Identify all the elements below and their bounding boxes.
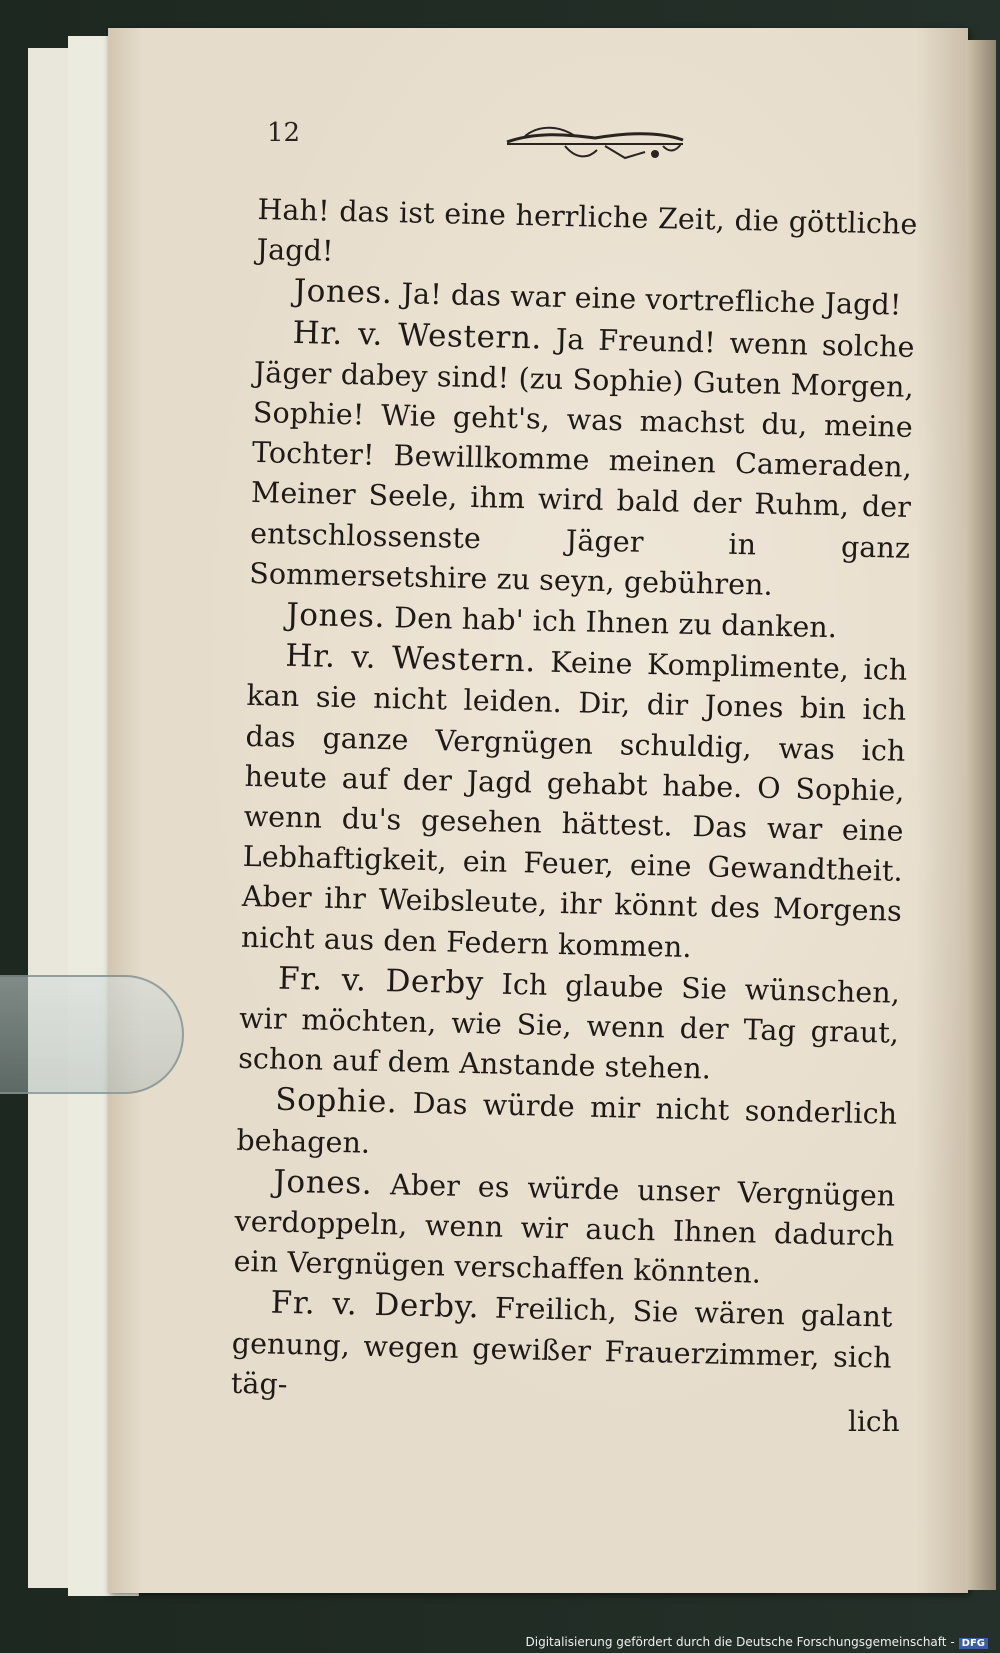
text-paragraph <box>230 1282 893 1419</box>
digitization-credit <box>526 1635 989 1649</box>
speaker-name: Fr. v. Derby. <box>270 1285 480 1326</box>
text-paragraph <box>241 635 908 973</box>
speech-text: Ja Freund! wenn solche Jäger dabey sind! (zu Sophie) Guten Morgen, Sophie! Wie geht's, was machst du, meine Tochter! Bewillkomme meinen Cameraden, Meiner Seele, ihm wird bald der Ruhm, der entschlossenste Jäger in ganz Sommersetshire zu seyn, gebühren. <box>248 322 915 602</box>
book-gutter <box>966 40 996 1590</box>
dfg-logo: DFG <box>959 1638 988 1649</box>
speech-text: Freilich, Sie wären galant genung, wegen gewißer Frauerzimmer, sich täg- <box>230 1292 893 1401</box>
speaker-name: Jones. <box>293 273 393 312</box>
catchword: lich <box>848 1405 900 1438</box>
main-text <box>230 190 917 1419</box>
speech-text: Keine Komplimente, ich kan sie nicht leiden. Dir, dir Jones bin ich das ganze Vergnügen schuldig, was ich heute auf der Jagd gehabt habe. O Sophie, wenn du's gesehen hättest. Das war eine Lebhaftigkeit, ein Feuer, eine Gewandtheit. Aber ihr Weibsleute, ihr könnt des Morgens nicht aus den Federn kommen. <box>240 645 908 964</box>
speech-text: Hah! das ist eine herrliche Zeit, die göttliche Jagd! <box>256 192 918 268</box>
speech-text: Aber es würde unser Vergnügen verdoppeln, wenn wir auch Ihnen dadurch ein Vergnügen verschaffen könnten. <box>233 1168 896 1290</box>
speaker-name: Sophie. <box>274 1082 398 1121</box>
speech-text: Den hab' ich Ihnen zu danken. <box>393 601 838 645</box>
ornament-icon <box>505 120 685 168</box>
text-paragraph <box>236 1079 898 1175</box>
speaker-name: Jones. <box>273 1163 373 1202</box>
speaker-name: Fr. v. Derby <box>277 960 485 1002</box>
page-holder-clip <box>0 975 184 1094</box>
text-paragraph <box>249 312 915 609</box>
speaker-name: Jones. <box>285 596 386 636</box>
speech-text: Das würde mir nicht sonderlich behagen. <box>236 1087 898 1160</box>
speech-text: Ich glaube Sie wünschen, wir möchten, wie Sie, wenn der Tag graut, schon auf dem Anstande stehen. <box>237 967 901 1086</box>
text-paragraph <box>233 1161 896 1298</box>
credit-text: Digitalisierung gefördert durch die Deutsche Forschungsgemeinschaft - <box>525 1635 955 1649</box>
text-paragraph <box>238 958 901 1095</box>
page-number: 12 <box>267 118 301 148</box>
speech-text: Ja! das war eine vortrefliche Jagd! <box>401 277 902 323</box>
text-paragraph <box>256 190 918 285</box>
speaker-name: Hr. v. Western. <box>285 637 537 680</box>
speaker-name: Hr. v. Western. <box>292 314 543 357</box>
